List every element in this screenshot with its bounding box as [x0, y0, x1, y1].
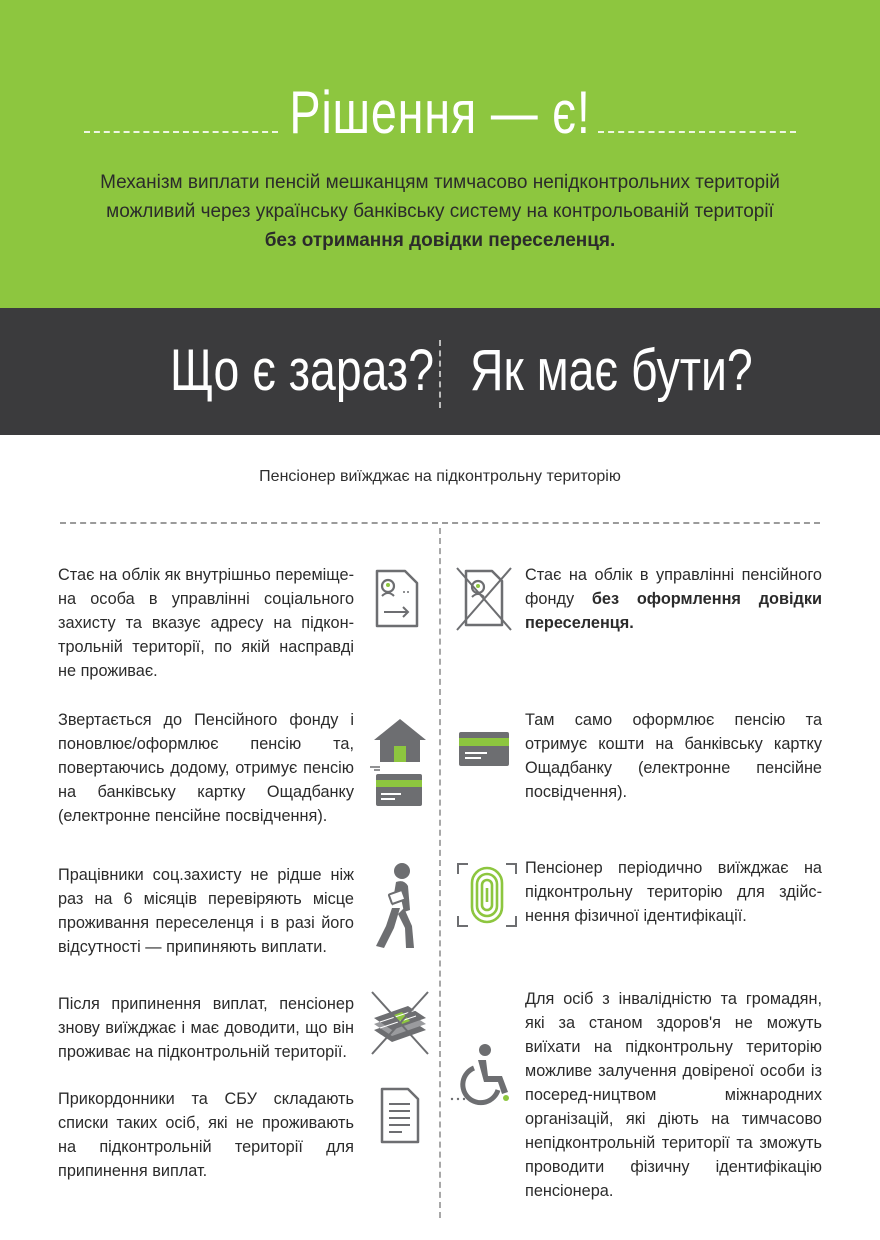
left-item-1: Стає на облік як внутрішньо переміще-на особа в управлінні соціального захисту та вказує адресу на підкон-трольній території, по якій насправді не проживає. — [58, 566, 354, 680]
crossed-document-icon — [454, 565, 514, 633]
walking-person-icon — [370, 862, 430, 952]
crossed-money-icon — [368, 988, 428, 1058]
title-right-dash — [598, 131, 796, 133]
bank-card-icon — [458, 730, 518, 770]
right-item-1-text: Стає на облік в управлінні пенсійного фонду — [525, 566, 822, 608]
wheelchair-icon — [448, 1042, 508, 1106]
left-item-5: Прикордонники та СБУ складають списки таких осіб, які не проживають на підконтрольній території для припинення виплат. — [58, 1090, 354, 1180]
intro-line-2: можливий через українську банківську систему на контрольованій території — [106, 201, 774, 222]
right-item-2: Там само оформлює пенсію та отримує кошти на банківську картку Ощадбанку (електронне пенсійне посвідчення). — [525, 711, 822, 801]
question-now: Що є зараз? — [170, 338, 435, 403]
intro-bold-line: без отримання довідки переселенця. — [264, 230, 616, 251]
horizontal-divider — [60, 522, 820, 524]
right-item-1-bold: без оформлення довідки переселенця. — [525, 590, 822, 632]
header-banner — [0, 0, 880, 308]
page-title: Рішення — є! — [289, 79, 591, 146]
question-should-be: Як має бути? — [470, 338, 753, 403]
right-item-1 — [525, 563, 822, 635]
intro-line-1: Механізм виплати пенсій мешканцям тимчасово непідконтрольних територій — [100, 172, 780, 193]
house-card-icon — [370, 716, 430, 812]
list-document-icon — [376, 1086, 436, 1146]
vertical-divider — [439, 528, 441, 1218]
left-item-4: Після припинення виплат, пенсіонер знову виїжджає і має доводити, що він проживає на підконтрольній території. — [58, 995, 354, 1061]
fingerprint-icon — [456, 862, 516, 928]
right-item-3: Пенсіонер періодично виїжджає на підконтрольну територію для здійс-нення фізичної ідентифікації. — [525, 859, 822, 925]
intro-paragraph — [70, 168, 810, 255]
questions-separator — [439, 340, 441, 408]
left-item-2: Звертається до Пенсійного фонду і поновлює/оформлює пенсію та, повертаючись додому, отримує пенсію на банківську картку Ощадбанку (електронне пенсійне посвідчення). — [58, 711, 354, 825]
title-left-dash — [84, 131, 278, 133]
document-arrow-icon — [372, 568, 432, 634]
subheading: Пенсіонер виїжджає на підконтрольну територію — [259, 468, 621, 485]
right-item-4: Для осіб з інвалідністю та громадян, які за станом здоров'я не можуть виїхати на підконтрольну територію можливе залучення довіреної особи із посеред-ництвом міжнародних організацій, які діють на тимчасово непідконтрольній території та зможуть проводити фізичну ідентифікацію пенсіонера. — [525, 990, 822, 1200]
left-item-3: Працівники соц.захисту не рідше ніж раз на 6 місяців перевіряють місце проживання переселенця і в разі його відсутності — припиняють виплати. — [58, 866, 354, 956]
